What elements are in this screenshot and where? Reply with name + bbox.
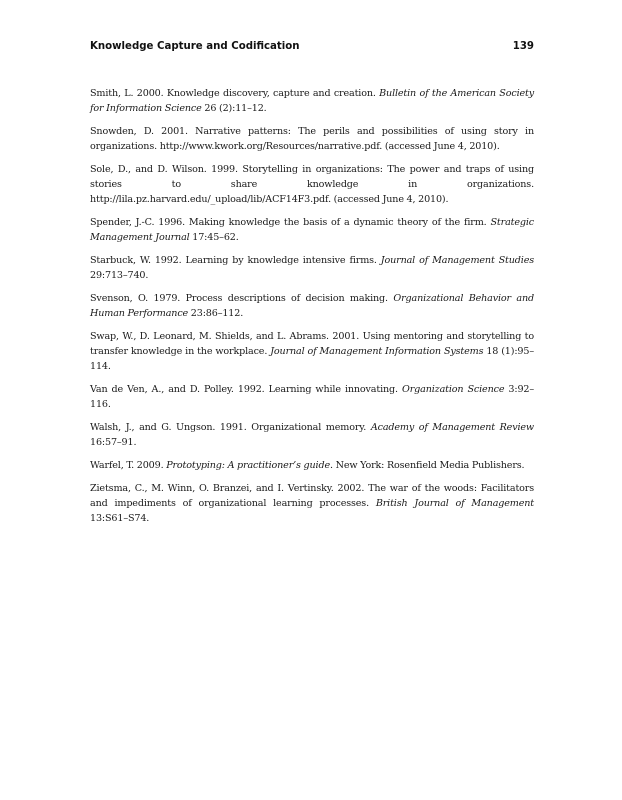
reference-entry (90, 124, 534, 154)
reference-source: Organizational Behavior and Human Performance (90, 293, 534, 319)
reference-entry (90, 291, 534, 321)
reference-source: Prototyping: A practitioner’s guide. (166, 460, 333, 471)
chapter-title: Knowledge Capture and Codification (90, 41, 300, 52)
reference-entry (90, 458, 534, 473)
reference-details: 17:45–62. (189, 232, 239, 243)
reference-source: Organization Science (402, 384, 505, 395)
reference-details: 23:86–112. (188, 308, 244, 319)
reference-details: 3:92–116. (90, 384, 535, 410)
page-number: 139 (512, 41, 534, 52)
reference-source: Journal of Management Studies (380, 255, 534, 266)
reference-details: New York: Rosenfield Media Publishers. (332, 460, 525, 471)
reference-text: Van de Ven, A., and D. Polley. 1992. Learning while innovating. (90, 384, 402, 395)
reference-text: Warfel, T. 2009. (90, 460, 167, 471)
reference-details: 26 (2):11–12. (201, 103, 267, 114)
reference-details: 16:57–91. (90, 437, 137, 448)
reference-text: Spender, J.-C. 1996. Making knowledge the basis of a dynamic theory of the firm. (90, 217, 491, 228)
reference-details: 18 (1):95–114. (90, 346, 534, 372)
reference-source: Journal of Management Information Systems (270, 346, 484, 357)
reference-entry (90, 420, 534, 450)
reference-text: Svenson, O. 1979. Process descriptions of decision making. (90, 293, 394, 304)
reference-entry (90, 481, 534, 526)
reference-source: Academy of Management Review (370, 422, 534, 433)
reference-text: Starbuck, W. 1992. Learning by knowledge intensive firms. (90, 255, 381, 266)
reference-text: Smith, L. 2000. Knowledge discovery, capture and creation. (90, 88, 380, 99)
reference-source: Strategic Management Journal (90, 217, 534, 243)
reference-entry (90, 253, 534, 283)
reference-source: British Journal of Management (375, 498, 535, 509)
reference-text: Swap, W., D. Leonard, M. Shields, and L. Abrams. 2001. Using mentoring and storytelling to transfer knowledge in the workplace. (90, 331, 534, 357)
reference-source: Bulletin of the American Society for Information Science (90, 88, 535, 114)
reference-entry (90, 382, 534, 412)
reference-entry (90, 329, 534, 374)
reference-text: Zietsma, C., M. Winn, O. Branzei, and I. Vertinsky. 2002. The war of the woods: Facilitators and impediments of organizational learning processes. (90, 483, 534, 509)
reference-entry (90, 86, 534, 116)
reference-text: Walsh, J., and G. Ungson. 1991. Organizational memory. (90, 422, 371, 433)
reference-entry (90, 162, 534, 207)
running-head (90, 41, 534, 57)
reference-details: 13:S61–S74. (90, 513, 150, 524)
reference-text: Sole, D., and D. Wilson. 1999. Storytelling in organizations: The power and traps of using stories to share knowledge in organizations. http://lila.pz.harvard.edu/_upload/lib/ACF14F3.pdf. (accessed June 4, 2010). (90, 164, 534, 205)
reference-details: 29:713–740. (90, 270, 149, 281)
reference-text: Snowden, D. 2001. Narrative patterns: The perils and possibilities of using story in organizations. http://www.kwork.org/Resources/narrative.pdf. (accessed June 4, 2010). (90, 126, 534, 152)
reference-list (90, 86, 534, 534)
reference-entry (90, 215, 534, 245)
